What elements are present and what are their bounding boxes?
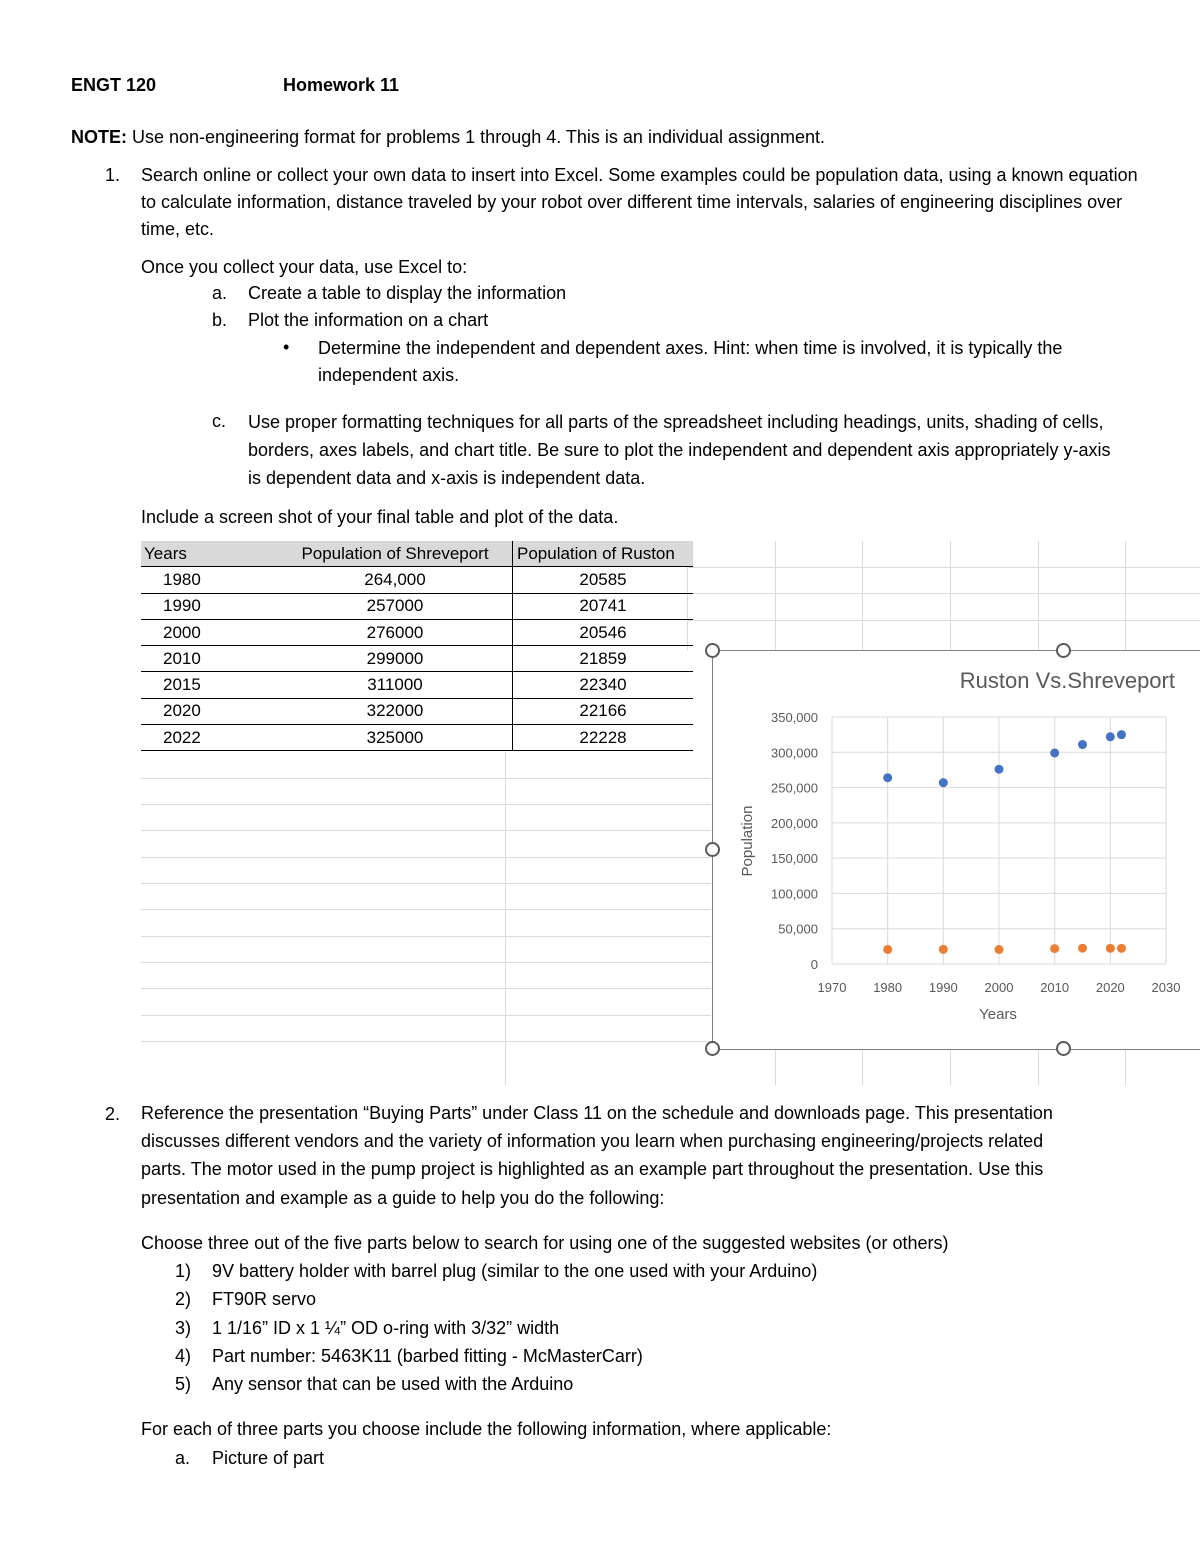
cell-ruston[interactable]: 20741 [513,593,694,619]
cell-year[interactable]: 2010 [141,646,278,672]
gridline [1125,1048,1126,1085]
x-tick-label: 1970 [817,980,847,995]
table-row [141,725,693,751]
table-header-row [141,541,693,567]
data-point [939,778,948,787]
item-a-marker: a. [212,283,228,303]
gridline [141,804,711,805]
gridline [1038,1048,1039,1085]
y-tick-labels [771,710,818,972]
bullet-marker: • [283,337,290,357]
data-point [1050,748,1059,757]
y-tick-label: 100,000 [771,886,818,902]
gridline [505,752,506,1085]
table-row [141,698,693,724]
gridline [862,541,863,650]
resize-handle-top-left[interactable] [705,643,720,658]
data-point [1117,944,1126,953]
gridline [775,541,776,650]
cell-ruston[interactable]: 20585 [513,567,694,593]
problem2-text: Reference the presentation “Buying Parts” under Class 11 on the schedule and downloads page. This presentation discusses different vendors and the variety of information you learn when purchasing engineering/projects related parts. The motor used in the pump project is highlighted as an example part throughout the presentation. Use this presentation and example as a guide to help you do the following: [141,1103,1053,1208]
x-axis-label: Years [979,1006,1017,1023]
y-tick-label: 150,000 [771,851,818,867]
y-tick-label: 200,000 [771,815,818,831]
cell-ruston[interactable]: 21859 [513,646,694,672]
x-tick-label: 1990 [928,980,958,995]
header-years[interactable]: Years [141,541,278,567]
x-tick-label: 2020 [1095,980,1125,995]
data-point [939,945,948,954]
note-label: NOTE: [71,127,127,147]
data-points [883,730,1126,954]
data-point [1078,740,1087,749]
y-tick-label: 300,000 [771,745,818,761]
table-row [141,646,693,672]
cell-ruston[interactable]: 22166 [513,698,694,724]
cell-ruston[interactable]: 22340 [513,672,694,698]
data-point [1050,944,1059,953]
gridline [141,936,711,937]
homework-title: Homework 11 [283,75,400,95]
data-point [1078,944,1087,953]
data-point [1117,730,1126,739]
table-row [141,567,693,593]
gridline [141,909,711,910]
cell-year[interactable]: 2022 [141,725,278,751]
scatter-chart [713,651,1200,1049]
each-part-line: For each of three parts you choose include the following information, where applicable: [141,1419,832,1439]
part-text: 1 1/16” ID x 1 ¼” OD o-ring with 3/32” width [212,1318,560,1338]
problem2-number: 2. [105,1104,121,1124]
gridline [862,1048,863,1085]
part-text: Any sensor that can be used with the Arduino [212,1374,574,1394]
cell-shreveport[interactable]: 325000 [278,725,513,751]
cell-year[interactable]: 2015 [141,672,278,698]
resize-handle-bottom-middle[interactable] [1056,1041,1071,1056]
course-code: ENGT 120 [71,75,157,95]
cell-shreveport[interactable]: 311000 [278,672,513,698]
part-marker: 4) [175,1346,192,1366]
bullet-text: Determine the independent and dependent axes. Hint: when time is involved, it is typically the independent axis. [318,338,1063,385]
cell-shreveport[interactable]: 276000 [278,619,513,645]
y-tick-label: 50,000 [778,921,818,937]
item-b-marker: b. [212,310,228,330]
cell-year[interactable]: 2020 [141,698,278,724]
problem1-intro: Once you collect your data, use Excel to: [141,257,468,277]
cell-year[interactable]: 1990 [141,593,278,619]
data-point [1106,732,1115,741]
gridline [688,620,1200,621]
part-marker: 3) [175,1318,192,1338]
cell-shreveport[interactable]: 299000 [278,646,513,672]
gridline [141,883,711,884]
part-text: Part number: 5463K11 (barbed fitting - McMasterCarr) [212,1346,643,1366]
gridline [1125,541,1126,650]
chart-frame[interactable] [712,650,1200,1050]
choose-line: Choose three out of the five parts below to search for using one of the suggested websites (or others) [141,1233,949,1253]
item-c-text: Use proper formatting techniques for all parts of the spreadsheet including headings, units, shading of cells, borders, axes labels, and chart title. Be sure to plot the independent and dependent axis appropriately y-axis is dependent data and x-axis is independent data. [248,412,1111,488]
part-text: FT90R servo [212,1289,317,1309]
table-row [141,672,693,698]
x-tick-label: 1980 [873,980,903,995]
part-marker: 5) [175,1374,192,1394]
gridline [775,1048,776,1085]
gridline [950,1048,951,1085]
x-tick-label: 2030 [1151,980,1181,995]
info-item-text: Picture of part [212,1448,325,1468]
part-marker: 2) [175,1289,192,1309]
gridline [141,1015,711,1016]
cell-shreveport[interactable]: 322000 [278,698,513,724]
cell-shreveport[interactable]: 264,000 [278,567,513,593]
x-tick-label: 2010 [1040,980,1070,995]
gridline [950,541,951,650]
gridline [141,857,711,858]
table-row [141,619,693,645]
gridline [688,567,1200,568]
y-tick-label: 250,000 [771,780,818,796]
note-line [71,127,825,148]
population-table [141,541,693,751]
cell-year[interactable]: 2000 [141,619,278,645]
data-point [995,765,1004,774]
table-row [141,593,693,619]
resize-handle-top-middle[interactable] [1056,643,1071,658]
resize-handle-bottom-left[interactable] [705,1041,720,1056]
gridline [141,988,711,989]
gridline [688,593,1200,594]
data-point [883,945,892,954]
part-marker: 1) [175,1261,192,1281]
cell-shreveport[interactable]: 257000 [278,593,513,619]
cell-year[interactable]: 1980 [141,567,278,593]
y-tick-label: 350,000 [771,710,818,725]
chart-gridlines [832,717,1166,964]
resize-handle-middle-left[interactable] [705,842,720,857]
gridline [141,778,711,779]
gridline [141,1041,711,1042]
problem1-text: Search online or collect your own data to insert into Excel. Some examples could be population data, using a known equation to calculate information, distance traveled by your robot over different time intervals, salaries of engineering disciplines over time, etc. [141,165,1138,239]
item-b-text: Plot the information on a chart [248,310,489,330]
part-text: 9V battery holder with barrel plug (similar to the one used with your Arduino) [212,1261,818,1281]
info-item-marker: a. [175,1448,191,1468]
item-a-text: Create a table to display the information [248,283,567,303]
x-tick-labels [818,980,1181,995]
data-point [1106,944,1115,953]
cell-ruston[interactable]: 20546 [513,619,694,645]
gridline [141,830,711,831]
problem1-number: 1. [105,165,121,185]
gridline [1038,541,1039,650]
data-point [883,773,892,782]
item-c-marker: c. [212,411,227,431]
gridline [141,962,711,963]
x-tick-label: 2000 [984,980,1014,995]
data-point [995,945,1004,954]
screenshot-note: Include a screen shot of your final table and plot of the data. [141,507,619,527]
chart-title: Ruston Vs.Shreveport [959,668,1175,693]
cell-ruston[interactable]: 22228 [513,725,694,751]
y-axis-label: Population [739,805,756,877]
note-text: Use non-engineering format for problems 1 through 4. This is an individual assignment. [127,127,826,147]
header-ruston[interactable]: Population of Ruston [513,541,694,567]
y-tick-label: 0 [810,957,818,972]
header-shreveport[interactable]: Population of Shreveport [278,541,513,567]
